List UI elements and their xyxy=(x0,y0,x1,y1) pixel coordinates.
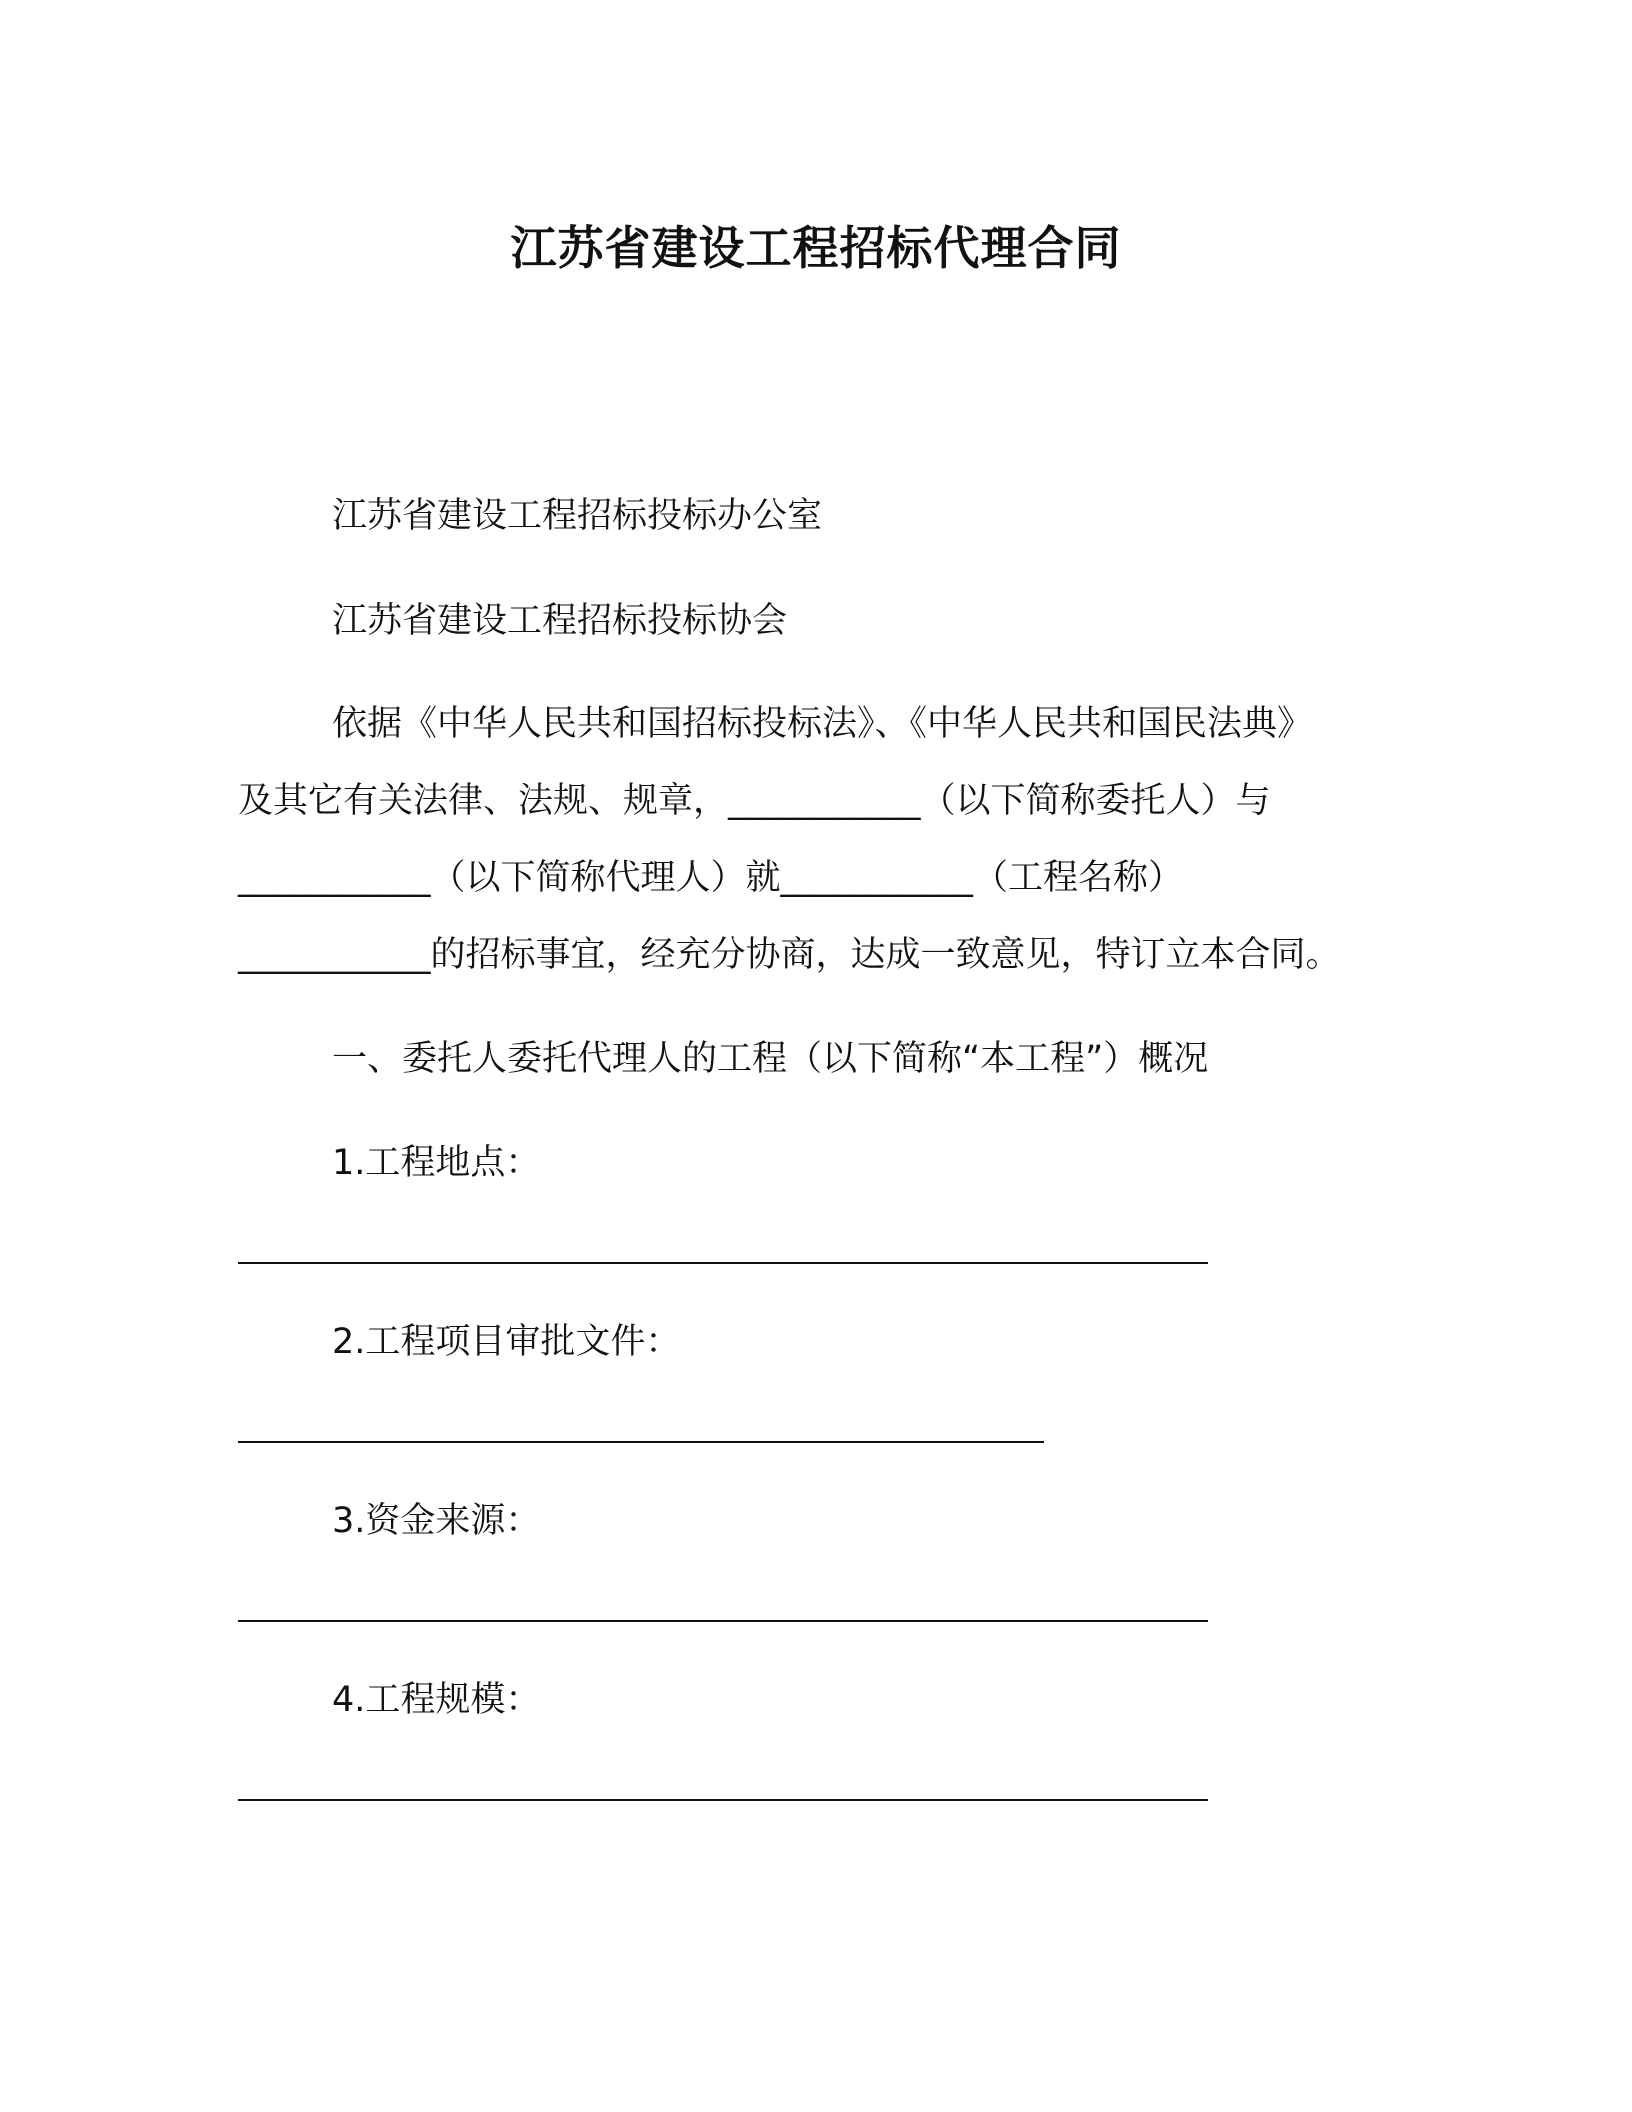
intro-line-1: 依据《中华人民共和国招标投标法》、《中华人民共和国民法典》 xyxy=(332,704,1313,744)
item-project-scale-label: 4.工程规模： xyxy=(332,1680,541,1720)
section-1-heading: 一、委托人委托代理人的工程（以下简称“本工程”）概况 xyxy=(332,1039,1209,1079)
item-project-location-label: 1.工程地点： xyxy=(332,1143,541,1183)
item-funding-source-label: 3.资金来源： xyxy=(332,1501,541,1541)
project-scale-blank xyxy=(238,1799,1208,1801)
issuer-office: 江苏省建设工程招标投标办公室 xyxy=(332,496,823,536)
intro-line-2: 及其它有关法律、法规、规章，___________（以下简称委托人）与 xyxy=(238,781,1271,821)
approval-documents-blank xyxy=(238,1441,1044,1443)
intro-line-4: ___________的招标事宜，经充分协商，达成一致意见，特订立本合同。 xyxy=(238,935,1341,975)
contract-title: 江苏省建设工程招标代理合同 xyxy=(510,221,1122,275)
item-approval-documents-label: 2.工程项目审批文件： xyxy=(332,1322,681,1362)
issuer-association: 江苏省建设工程招标投标协会 xyxy=(332,601,788,641)
project-location-blank xyxy=(238,1262,1208,1264)
funding-source-blank xyxy=(238,1620,1208,1622)
intro-line-3: ___________（以下简称代理人）就___________（工程名称） xyxy=(238,858,1184,898)
